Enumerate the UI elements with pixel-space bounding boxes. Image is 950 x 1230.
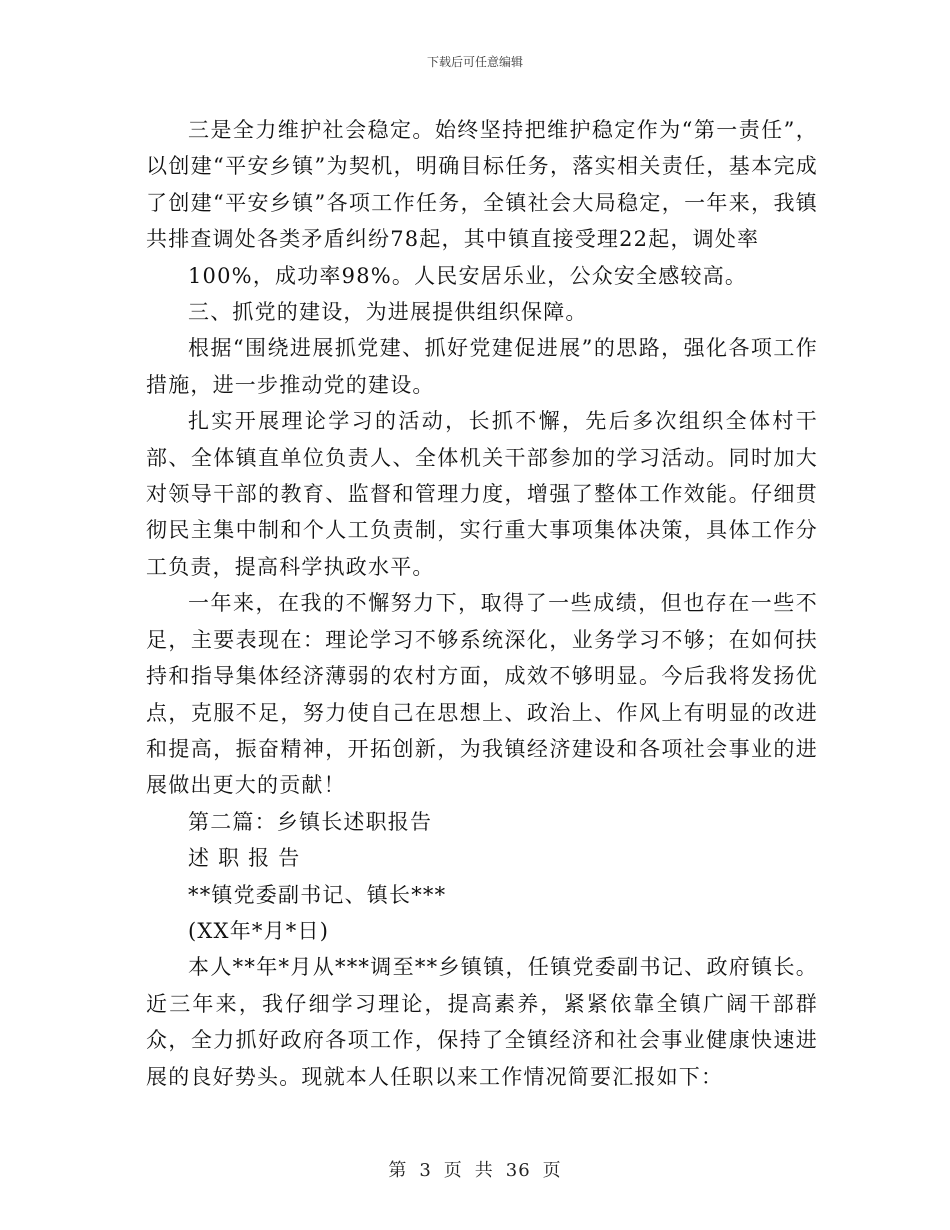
footer-gong: 共 <box>474 1160 494 1181</box>
paragraph-shortcomings: 一年来，在我的不懈努力下，取得了一些成绩，但也存在一些不足，主要表现在：理论学习不够系统深化，业务学习不够；在如何扶持和指导集体经济薄弱的农村方面，成效不够明显。今后我将发扬优点，克服不足，努力使自己在思想上、政治上、作风上有明显的改进和提高，振奋精神，开拓创新，为我镇经济建设和各项社会事业的进展做出更大的贡献！ <box>146 591 818 798</box>
paragraph-stability: 三是全力维护社会稳定。始终坚持把维护稳定作为“第一责任”，以创建“平安乡镇”为契机，明确目标任务，落实相关责任，基本完成了创建“平安乡镇”各项工作任务，全镇社会大局稳定，一年来，我镇共排查调处各类矛盾纠纷78起，其中镇直接受理22起，调处率 <box>146 118 818 252</box>
line-success-rate: 100%，成功率98%。人民安居乐业，公众安全感较高。 <box>188 263 748 288</box>
page-footer <box>0 1156 950 1182</box>
report-author: **镇党委副书记、镇长*** <box>188 882 447 907</box>
footer-ye: 页 <box>443 1160 463 1181</box>
paragraph-introduction: 本人**年*月从***调至**乡镇镇，任镇党委副书记、政府镇长。近三年来，我仔细学习理论，提高素养，紧紧依靠全镇广阔干部群众，全力抓好政府各项工作，保持了全镇经济和社会事业健康快速进展的良好势头。现就本人任职以来工作情况简要汇报如下： <box>146 955 818 1089</box>
footer-total-pages: 36 <box>505 1160 531 1181</box>
paragraph-party-building-approach: 根据“围绕进展抓党建、抓好党建促进展”的思路，强化各项工作措施，进一步推动党的建设。 <box>146 336 818 397</box>
footer-di: 第 <box>388 1160 408 1181</box>
footer-page-number: 3 <box>419 1160 432 1181</box>
chapter-title: 第二篇：乡镇长述职报告 <box>188 809 433 834</box>
section-heading-party-building: 三、抓党的建设，为进展提供组织保障。 <box>188 300 588 325</box>
report-date: (XX年*月*日) <box>188 918 330 943</box>
document-body <box>146 112 818 1095</box>
paragraph-theory-study: 扎实开展理论学习的活动，长抓不懈，先后多次组织全体村干部、全体镇直单位负责人、全体机关干部参加的学习活动。同时加大对领导干部的教育、监督和管理力度，增强了整体工作效能。仔细贯彻民主集中制和个人工负责制，实行重大事项集体决策，具体工作分工负责，提高科学执政水平。 <box>146 409 818 579</box>
footer-ye-2: 页 <box>542 1160 562 1181</box>
report-title: 述 职 报 告 <box>188 846 301 871</box>
header-note: 下载后可任意编辑 <box>426 55 523 69</box>
